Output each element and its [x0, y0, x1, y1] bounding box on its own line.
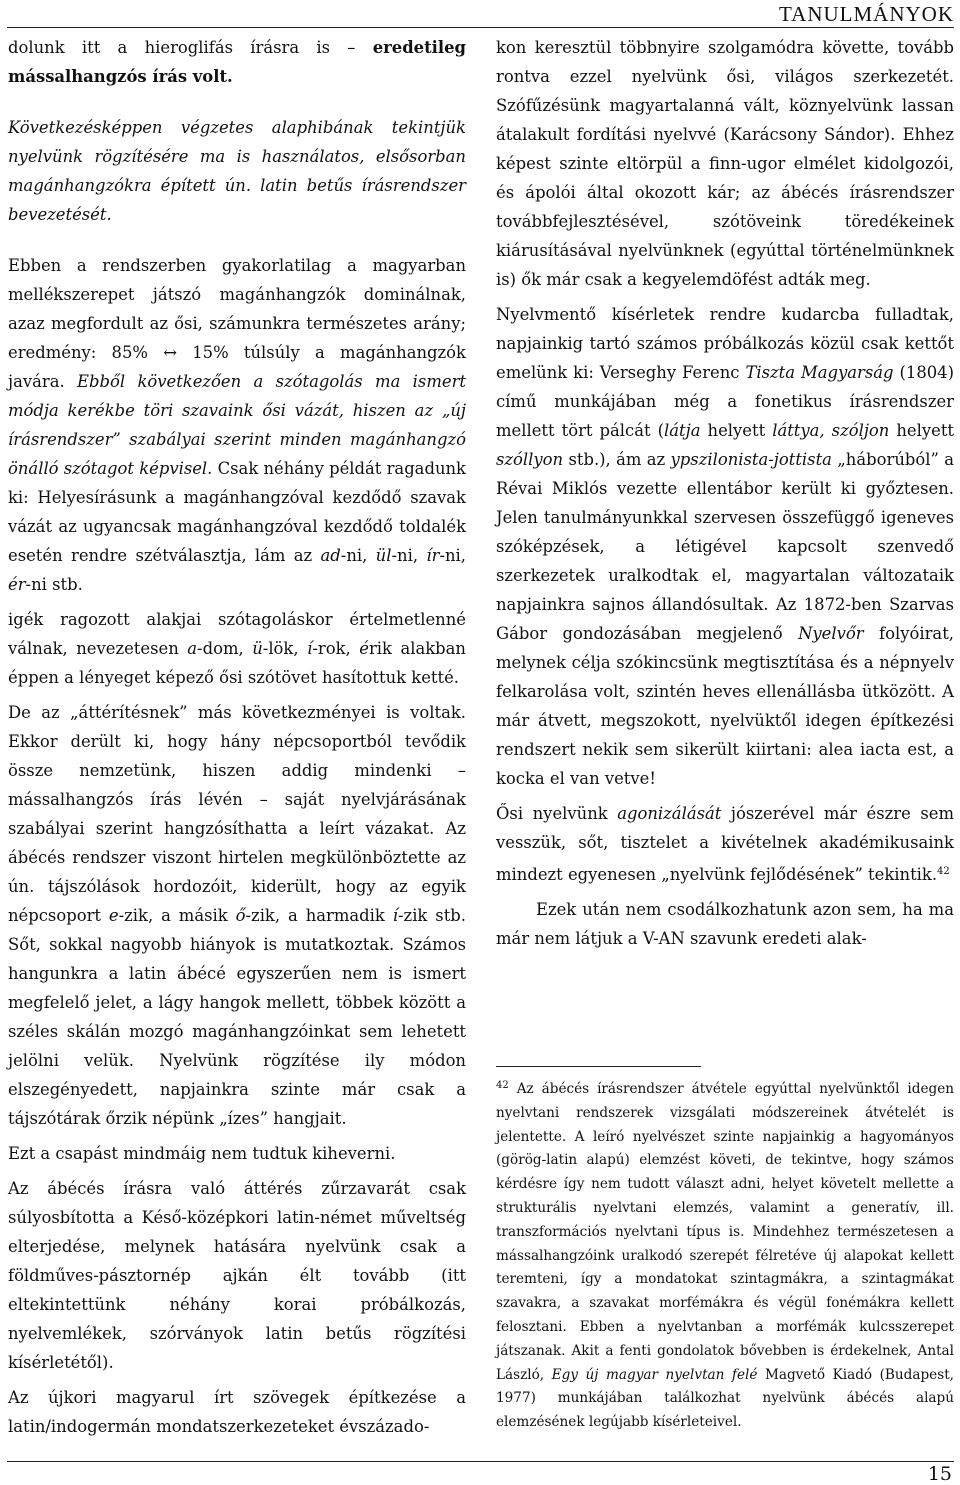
- text: (1804) című munkájában még a fonetikus írásrendszer mellett tört pálcát (: [496, 363, 955, 440]
- book-title: Egy új magyar nyelvtan felé: [551, 1366, 758, 1383]
- paragraph: [8, 33, 466, 91]
- italic-text: ül: [375, 546, 392, 565]
- footnote-number: 42: [496, 1080, 509, 1091]
- text: -zik, a másik: [118, 906, 236, 925]
- italic-text: e: [108, 906, 119, 925]
- text: -rok,: [312, 639, 360, 658]
- italic-text: í: [392, 906, 399, 925]
- italic-text: ér: [8, 575, 26, 594]
- italic-text: látja: [664, 421, 701, 440]
- footnote-rule: [496, 1066, 701, 1067]
- left-column: [8, 33, 466, 1447]
- paragraph: Az újkori magyarul írt szövegek építkezése a latin/indogermán mondatszerkezeteket évszázado-: [8, 1388, 466, 1436]
- text: -dom,: [197, 639, 253, 658]
- text: dolunk itt a hieroglifás írásra is –: [8, 38, 373, 57]
- bold-text: eredetileg mássalhangzós írás volt.: [8, 38, 466, 86]
- paragraph: Ezt a csapást mindmáig nem tudtuk kiheverni.: [8, 1144, 396, 1163]
- journal-title: Nyelvőr: [798, 624, 864, 643]
- text: stb.), ám az: [563, 450, 671, 469]
- bottom-rule: [7, 1461, 954, 1462]
- section-title: TANULMÁNYOK: [779, 2, 954, 26]
- paragraph: Az ábécés írásra való áttérés zűrzavarát csak súlyosbította a Késő-középkori latin-német műveltség elterjedése, melynek hatására nyelvünk csak a földműves-pásztornép ajkán élt tovább (itt eltekintettünk néhány korai próbálkozás, nyelvemlékek, szórványok latin betűs rögzítési kísérletétől).: [8, 1179, 466, 1372]
- footnote-text: Az ábécés írásrendszer átvétele egyúttal nyelvünktől idegen nyelvtani rendszerek vizsgálati módszereinek átvételét is jelentette. A leíró nyelvészet szinte napjainkig a hagyományos (görög-latin alapú) elemzést követi, de tekintve, hogy számos kérdésre így nem tudott választ adni, helyet követelt mellette a strukturális nyelvtani elemzés, valamint a generatív, ill. transzformációs nyelvtani típus is. Mindehhez természetesen a mássalhangzóink uralkodó szerepét félretéve új alapokat kellett teremteni, így a mondatokat szintagmákra, a szintagmákat szavakra, a szavakat morfémákra és végül fonémákra kellett felosztani. Ebben a nyelvtanban a morfémák kulcsszerepet játszanak. Akit a fenti gondolatok bővebben is érdekelnek, Antal László,: [496, 1081, 954, 1383]
- italic-text: ad: [320, 546, 341, 565]
- text: Ősi nyelvünk: [496, 804, 618, 823]
- paragraph: Következésképpen végzetes alaphibának tekintjük nyelvünk rögzítésére ma is használatos, elsősorban magánhangzókra épített ún. latin betűs írásrendszer bevezetését.: [8, 118, 466, 224]
- page-number: 15: [927, 1463, 952, 1485]
- paragraph: [8, 698, 466, 1133]
- footnote-ref[interactable]: 42: [937, 866, 950, 877]
- italic-text: agonizálását: [617, 804, 722, 823]
- italic-text: ü: [252, 639, 263, 658]
- text: -ni,: [391, 546, 427, 565]
- paragraph: [496, 300, 954, 793]
- italic-text: szóllyon: [496, 450, 564, 469]
- paragraph: [8, 251, 466, 599]
- footnote-text: Magvető Kiadó (Budapest, 1977) munkájában találkozhat nyelvünk ábécés alapú elemzésének legújabb kísérleteivel.: [496, 1366, 954, 1431]
- text: -ni,: [340, 546, 376, 565]
- text: De az „áttérítésnek” más következményei is voltak. Ekkor derült ki, hogy hány népcsoportból tevődik össze nemzetünk, hiszen addig mindenki – mássalhangzós írás lévén – saját nyelvjárásának szabályai szerint hangzósíthatta a leírt vázakat. Az ábécés rendszer viszont hirtelen megkülönböztette az ún. tájszólások hordozóit, kiderült, hogy az egyik népcsoport: [8, 703, 466, 925]
- book-title: Tiszta Magyarság: [745, 363, 894, 382]
- italic-text: é: [359, 639, 369, 658]
- text: Nyelvmentő kísérletek rendre kudarcba fulladtak, napjainkig tartó számos próbálkozás közül csak kettőt emelünk ki: Verseghy Ferenc: [496, 305, 954, 382]
- text: -lök,: [262, 639, 308, 658]
- text: folyóirat, melynek célja szókincsünk megtisztítása és a népnyelv felkarolása volt, szintén heves ellenállásba ütközött. A már átvett, megszokott, nyelvüktől idegen építkezési rendszert nekik sem sikerült kiirtani: alea iacta est, a kocka el van vetve!: [496, 624, 955, 788]
- text: -zik, a harmadik: [245, 906, 393, 925]
- text: Ebben a rendszerben gyakorlatilag a magyarban mellékszerepet játszó magánhangzók dominálnak, azaz megfordult az ősi, számunkra természetes arány; eredmény: 85% ↔ 15% túlsúly a magánhangzók javára.: [8, 256, 466, 391]
- italic-text: ír: [426, 546, 440, 565]
- paragraph: kon keresztül többnyire szolgamódra követte, tovább rontva ezzel nyelvünk ősi, világos szerkezetét. Szófűzésünk magyartalanná vált, köznyelvünk lassan átalakult fordítási nyelvvé (Karácsony Sándor). Ehhez képest szinte eltörpül a finn-ugor elmélet kidolgozói, és ápolói által okozott kár; az ábécés írásrendszer továbbfejlesztésével, szótöveink töredékeinek kiárusításával nyelvünknek (egyúttal történelmünknek is) ők már csak a kegyelemdöfést adták meg.: [496, 38, 954, 289]
- text: jószerével már észre sem vesszük, sőt, tisztelet a kivételnek akadémikusaink mindezt egyenesen „nyelvünk fejlődésének” tekintik.: [496, 804, 955, 884]
- text: -ni stb.: [25, 575, 83, 594]
- italic-text: ő: [235, 906, 246, 925]
- italic-text: ypszilonista-jottista: [670, 450, 832, 469]
- header-rule: [7, 27, 954, 28]
- text: „háborúból” a Révai Miklós vezette ellentábor került ki győztesen. Jelen tanulmányunkkal szervesen összefüggő igeneves szóképzések, a létigével kapcsolt szenvedő szerkezetek uralkodtak el, magyartalan változataik napjainkra sajnos állandósultak. Az 1872-ben Szarvas Gábor gondozásában megjelenő: [496, 450, 954, 643]
- text: helyett: [889, 421, 955, 440]
- text: helyett: [700, 421, 773, 440]
- right-column: [496, 33, 954, 959]
- italic-text: láttya, szóljon: [772, 421, 890, 440]
- italic-text: Ebből következően a szótagolás ma ismert módja kerékbe töri szavaink ősi vázát, hiszen az „új írásrendszer” szabályai szerint minden magánhangzó önálló szótagot képvisel.: [8, 372, 466, 478]
- text: -zik stb. Sőt, sokkal nagyobb hiányok is mutatkoztak. Számos hangunkra a latin ábécé egyszerűen nem is ismert megfelelő jelet, a lágy hangok mellett, többek között a széles skálán mozgó magánhangzóinkat sem lehetett jelölni velük. Nyelvünk rögzítése ily módon elszegényedett, napjainkra szinte már csak a tájszótárak őrzik népünk „ízes” hangjait.: [8, 906, 466, 1128]
- paragraph: Ezek után nem csodálkozhatunk azon sem, ha ma már nem látjuk a V-AN szavunk eredeti alak-: [496, 900, 954, 948]
- text: -ni,: [439, 546, 466, 565]
- text: rik alakban éppen a lényeget képező ősi szótövet hasítottuk ketté.: [8, 639, 466, 687]
- paragraph: [496, 799, 954, 889]
- footnote: [496, 1074, 954, 1435]
- text: Csak néhány példát ragadunk ki: Helyesírásunk a magánhangzóval kezdődő szavak vázát az ugyancsak magánhangzóval kezdődő toldalék esetén rendre szétválasztja, lám az: [8, 459, 466, 565]
- italic-text: a: [187, 639, 198, 658]
- italic-text: í: [307, 639, 313, 658]
- paragraph: [8, 605, 466, 692]
- text: igék ragozott alakjai szótagoláskor értelmetlenné válnak, nevezetesen: [8, 610, 466, 658]
